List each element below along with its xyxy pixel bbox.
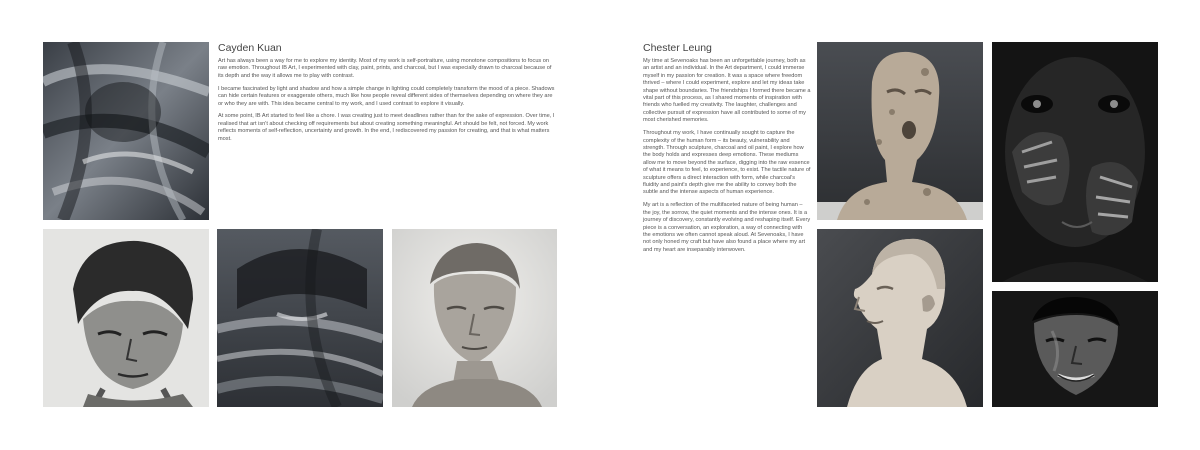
statement-paragraph: At some point, IB Art started to feel like a chore. I was creating just to meet deadlines rather than for the sake of expression. Over time, I realised that art isn't about checking off requirements but about creating something meaningful. Art should be felt, not forced. My work reflects moments of self-reflection, uncertainty and growth. In the end, I rediscovered my passion for creating, and that is what matters most. bbox=[218, 113, 555, 142]
statement-paragraph: I became fascinated by light and shadow and how a simple change in lighting could completely transform the mood of a piece. Shadows can hide certain features or exaggerate others, much like how people reveal different sides of themselves depending on where they are or who they are with. This idea became central to my work, and I used contrast to explore it visually. bbox=[218, 85, 555, 107]
artist-statement bbox=[218, 58, 556, 149]
statement-paragraph: My time at Sevenoaks has been an unforgettable journey, both as an artist and an individual. In the Art department, I could immerse myself in my passion for creation. It was a space where freedom thrived – where I could experiment, explore and let my ideas take shape without boundaries. The friendships I formed there became a vital part of this process, as I shared moments of inspiration with friends who fuelled my creativity. The laughter, challenges and collective pursuit of expression have all contributed to some of my most cherished memories. bbox=[643, 58, 811, 124]
statement-paragraph: My art is a reflection of the multifaceted nature of being human – the joy, the sorrow, the quiet moments and the intense ones. It is a journey of discovery, constantly evolving and reshaping itself. Every piece is a conversation, an exploration, a way of connecting with the emotions we often cannot speak aloud. At Sevenoaks, I have not only honed my craft but have also found a place where my art and my heart are inseparably interwoven. bbox=[643, 202, 811, 253]
artwork-clay-bust-profile-image bbox=[817, 229, 983, 407]
artwork-dark-charcoal-portrait-image bbox=[992, 291, 1158, 407]
artist-statement bbox=[643, 58, 811, 260]
artwork-dark-charcoal-hands-image bbox=[992, 42, 1158, 282]
artwork-textured-clay-head-image bbox=[817, 42, 983, 220]
artist-name-heading: Cayden Kuan bbox=[218, 42, 282, 54]
artwork-blurred-portrait-image bbox=[217, 229, 383, 407]
artwork-charcoal-portrait-image bbox=[43, 229, 209, 407]
artwork-clay-bust-image bbox=[392, 229, 557, 407]
artwork-abstract-charcoal-image bbox=[43, 42, 209, 220]
artist-name-heading: Chester Leung bbox=[643, 42, 712, 54]
statement-paragraph: Throughout my work, I have continually sought to capture the complexity of the human form – its beauty, vulnerability and strength. Through sculpture, charcoal and oil paint, I explore how the body holds and expresses deep emotions. These mediums allow me to move beyond the surface, digging into the raw essence of what it means to feel, to experience, to exist. The tactile nature of sculpture offers a direct interaction with form, while charcoal's fluidity and paint's depth give me the ability to convey both the subtle and the intense aspects of human experience. bbox=[643, 130, 811, 196]
statement-paragraph: Art has always been a way for me to explore my identity. Most of my work is self-portraiture, using monotone compositions to focus on raw emotion. Throughout IB Art, I experimented with clay, paint, prints, and charcoal, but I was especially drawn to charcoal because of its depth and the way it allows me to play with contrast. bbox=[218, 58, 552, 79]
